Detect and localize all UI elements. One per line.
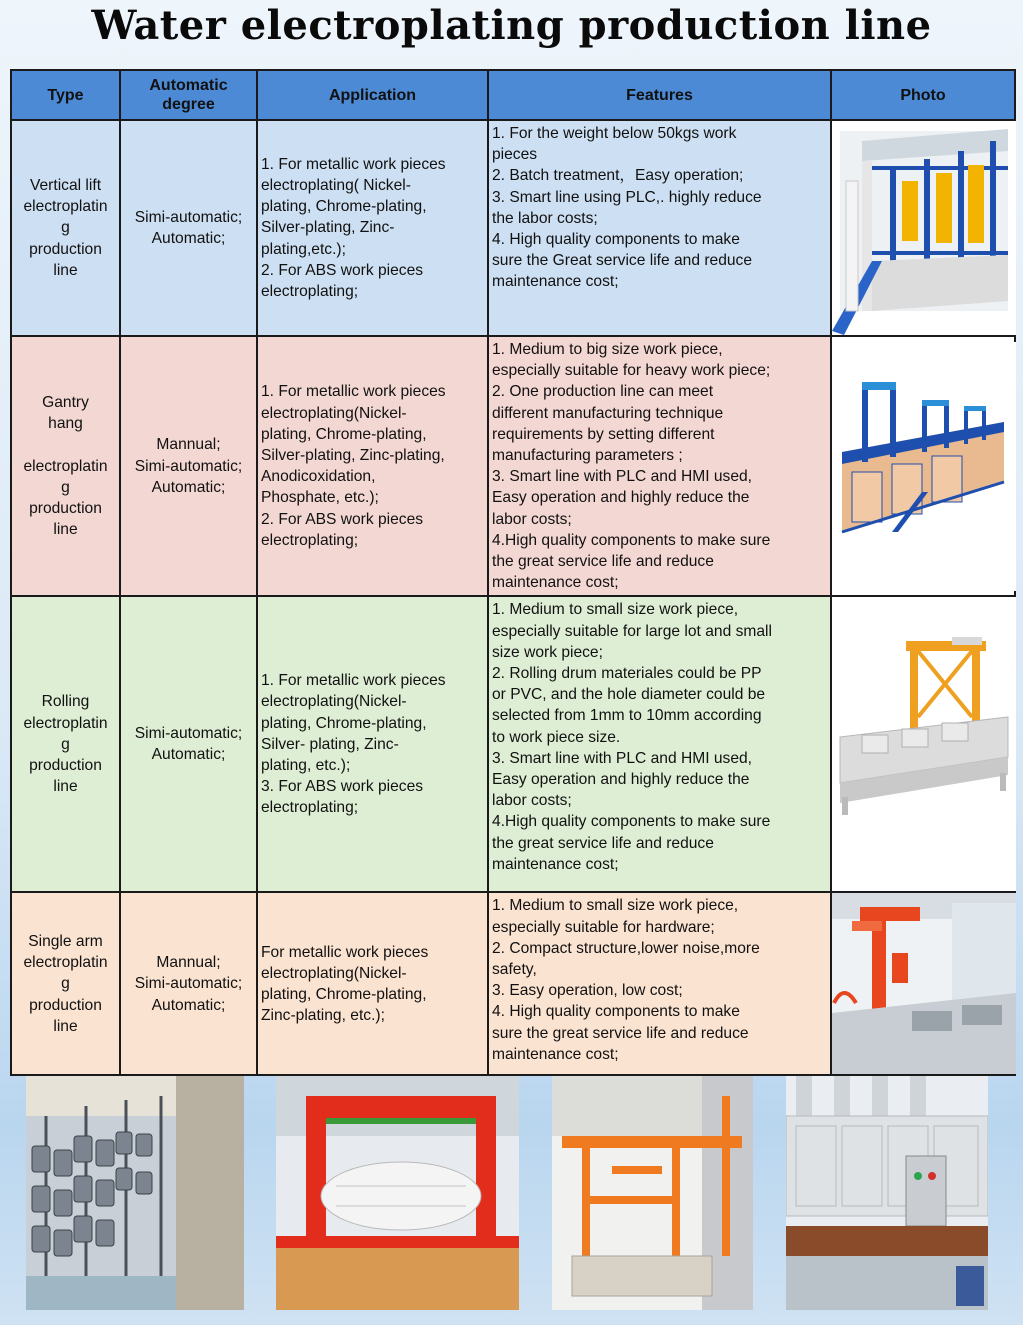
rolling-line-photo: [832, 597, 1016, 891]
photo-gallery: [0, 1076, 1023, 1312]
table-row: [11, 120, 1015, 336]
type-cell: Vertical lift electroplatin g production line: [11, 120, 120, 336]
table-row: [11, 596, 1015, 892]
automatic-degree-cell: Mannual; Simi-automatic; Automatic;: [120, 892, 257, 1075]
photo-cell: [831, 336, 1015, 596]
single-arm-line-photo: [832, 893, 1016, 1074]
type-cell: Rolling electroplatin g production line: [11, 596, 120, 892]
features-cell: 1. For the weight below 50kgs work pieces 2. Batch treatment，Easy operation; 3. Smart line using PLC,. highly reduce the labor costs; 4. High quality components to make sure the Great service life and reduce maintenance cost;: [488, 120, 831, 336]
red-gantry-drum-photo: [276, 1076, 519, 1310]
hanging-racks-photo: [26, 1076, 244, 1310]
automatic-degree-cell: Simi-automatic; Automatic;: [120, 596, 257, 892]
application-cell: 1. For metallic work pieces electroplating(Nickel- plating, Chrome-plating, Silver-plating, Zinc-plating, Anodicoxidation, Phosphate, etc.); 2. For ABS work pieces electroplating;: [257, 336, 488, 596]
page-title: Water electroplating production line: [91, 2, 932, 49]
features-cell: 1. Medium to small size work piece, especially suitable for hardware; 2. Compact structure,lower noise,more safety, 3. Easy operation, low cost; 4. High quality components to make sure the great service life and reduce maintenance cost;: [488, 892, 831, 1075]
header-type: Type: [11, 70, 120, 120]
features-cell: 1. Medium to big size work piece, especially suitable for heavy work piece; 2. One production line can meet different manufacturing technique requirements by setting different manufacturing parameters ; 3. Smart line with PLC and HMI used, Easy operation and highly reduce the labor costs; 4.High quality components to make sure the great service life and reduce maintenance cost;: [488, 336, 831, 596]
table-row: [11, 336, 1015, 596]
gantry-line-photo: [832, 342, 1016, 591]
features-cell: 1. Medium to small size work piece, especially suitable for large lot and small size work piece; 2. Rolling drum materiales could be PP or PVC, and the hole diameter could be selected from 1mm to 10mm according to work piece size. 3. Smart line with PLC and HMI used, Easy operation and highly reduce the labor costs; 4.High quality components to make sure the great service life and reduce maintenance cost;: [488, 596, 831, 892]
type-cell: Gantry hang electroplatin g production line: [11, 336, 120, 596]
table-header-row: [11, 70, 1015, 120]
application-cell: 1. For metallic work pieces electroplating( Nickel- plating, Chrome-plating, Silver-plating, Zinc- plating,etc.); 2. For ABS work pieces electroplating;: [257, 120, 488, 336]
header-application: Application: [257, 70, 488, 120]
type-cell: Single arm electroplatin g production line: [11, 892, 120, 1075]
automatic-degree-cell: Simi-automatic; Automatic;: [120, 120, 257, 336]
spec-table: [10, 69, 1016, 1076]
header-photo: Photo: [831, 70, 1015, 120]
application-cell: For metallic work pieces electroplating(Nickel- plating, Chrome-plating, Zinc-plating, etc.);: [257, 892, 488, 1075]
header-features: Features: [488, 70, 831, 120]
orange-gantry-workshop-photo: [552, 1076, 753, 1310]
photo-cell: [831, 892, 1015, 1075]
photo-cell: [831, 596, 1015, 892]
photo-cell: [831, 120, 1015, 336]
table-row: [11, 892, 1015, 1075]
header-automatic-degree: Automatic degree: [120, 70, 257, 120]
automatic-degree-cell: Mannual; Simi-automatic; Automatic;: [120, 336, 257, 596]
vertical-lift-line-photo: [832, 121, 1016, 335]
enclosed-line-control-cabinet-photo: [786, 1076, 988, 1310]
application-cell: 1. For metallic work pieces electroplating(Nickel- plating, Chrome-plating, Silver- plating, Zinc- plating, etc.); 3. For ABS work pieces electroplating;: [257, 596, 488, 892]
